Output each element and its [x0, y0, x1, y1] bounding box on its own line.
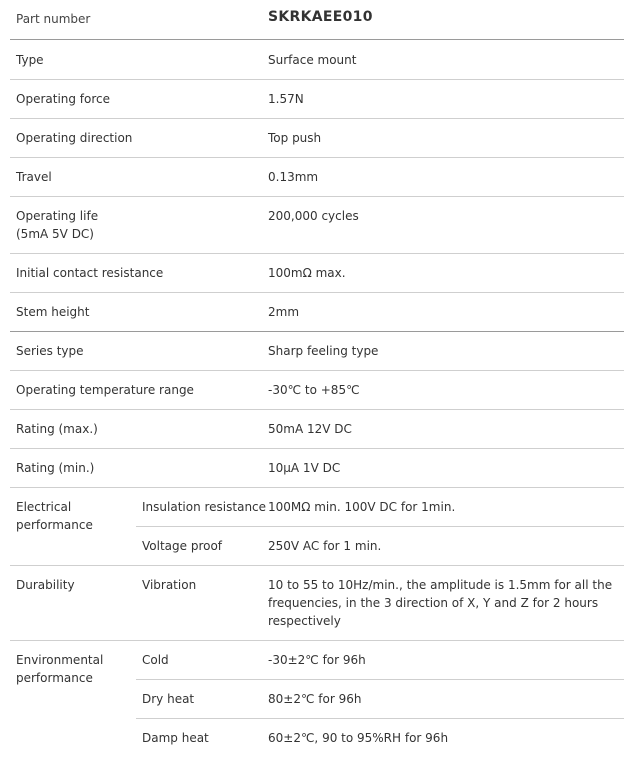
spec-row-contact-resistance [10, 254, 624, 293]
spec-sublabel: Voltage proof [142, 539, 223, 553]
sub-divider [136, 679, 624, 680]
spec-label: Operating force [16, 92, 111, 106]
spec-label: Series type [16, 344, 84, 358]
spec-value: 2mm [268, 305, 300, 319]
spec-row-operating-direction [10, 119, 624, 158]
spec-label-line: performance [16, 518, 93, 532]
spec-row-rating-max [10, 410, 624, 449]
spec-row-operating-force [10, 80, 624, 119]
spec-label: Operating direction [16, 131, 133, 145]
spec-value: 100MΩ min. 100V DC for 1min. [268, 500, 456, 514]
spec-sublabel: Insulation resistance [142, 500, 267, 514]
spec-row-operating-temperature [10, 371, 624, 410]
spec-label: Rating (max.) [16, 422, 98, 436]
spec-label: Type [16, 53, 44, 67]
spec-value: -30±2℃ for 96h [268, 653, 366, 667]
spec-label-line: performance [16, 671, 93, 685]
spec-label: Initial contact resistance [16, 266, 164, 280]
spec-group-electrical [10, 488, 624, 566]
spec-label-line: Environmental [16, 653, 104, 667]
spec-row-series-type [10, 332, 624, 371]
spec-value: 80±2℃ for 96h [268, 692, 362, 706]
spec-row-stem-height [10, 293, 624, 332]
spec-group-durability [10, 566, 624, 641]
spec-value: -30℃ to +85℃ [268, 383, 360, 397]
spec-sublabel: Cold [142, 653, 169, 667]
spec-value: 50mA 12V DC [268, 422, 352, 436]
spec-value: 100mΩ max. [268, 266, 346, 280]
spec-value: 250V AC for 1 min. [268, 539, 382, 553]
spec-value: 10 to 55 to 10Hz/min., the amplitude is 1.5mm for all the frequencies, in the 3 direction of X, Y and Z for 2 hours respectively [268, 578, 613, 628]
spec-group-label: Durability [16, 578, 75, 592]
part-number-value: SKRKAEE010 [268, 9, 373, 25]
spec-label: Stem height [16, 305, 90, 319]
spec-label: Operating temperature range [16, 383, 194, 397]
spec-value: 200,000 cycles [268, 209, 359, 223]
spec-group-environmental [10, 641, 624, 758]
spec-value: 10μA 1V DC [268, 461, 341, 475]
spec-sublabel: Vibration [142, 578, 197, 592]
spec-group-label [16, 498, 93, 534]
spec-value: 1.57N [268, 92, 304, 106]
sub-divider [136, 526, 624, 527]
spec-row-rating-min [10, 449, 624, 488]
spec-value: 0.13mm [268, 170, 319, 184]
spec-row-type [10, 41, 624, 80]
spec-label-line: Operating life [16, 209, 99, 223]
spec-sublabel: Dry heat [142, 692, 195, 706]
spec-label [16, 207, 98, 243]
spec-label: Part number [16, 12, 91, 26]
spec-value: 60±2℃, 90 to 95%RH for 96h [268, 731, 449, 745]
spec-row-operating-life [10, 197, 624, 254]
spec-value: Sharp feeling type [268, 344, 379, 358]
spec-group-label [16, 651, 103, 687]
sub-divider [136, 718, 624, 719]
spec-value: Top push [268, 131, 322, 145]
spec-label-line: Electrical [16, 500, 72, 514]
spec-row-part-number [10, 0, 624, 40]
spec-label-line: (5mA 5V DC) [16, 227, 94, 241]
spec-label: Rating (min.) [16, 461, 95, 475]
spec-value: Surface mount [268, 53, 357, 67]
spec-sublabel: Damp heat [142, 731, 209, 745]
spec-row-travel [10, 158, 624, 197]
spec-label: Travel [16, 170, 52, 184]
